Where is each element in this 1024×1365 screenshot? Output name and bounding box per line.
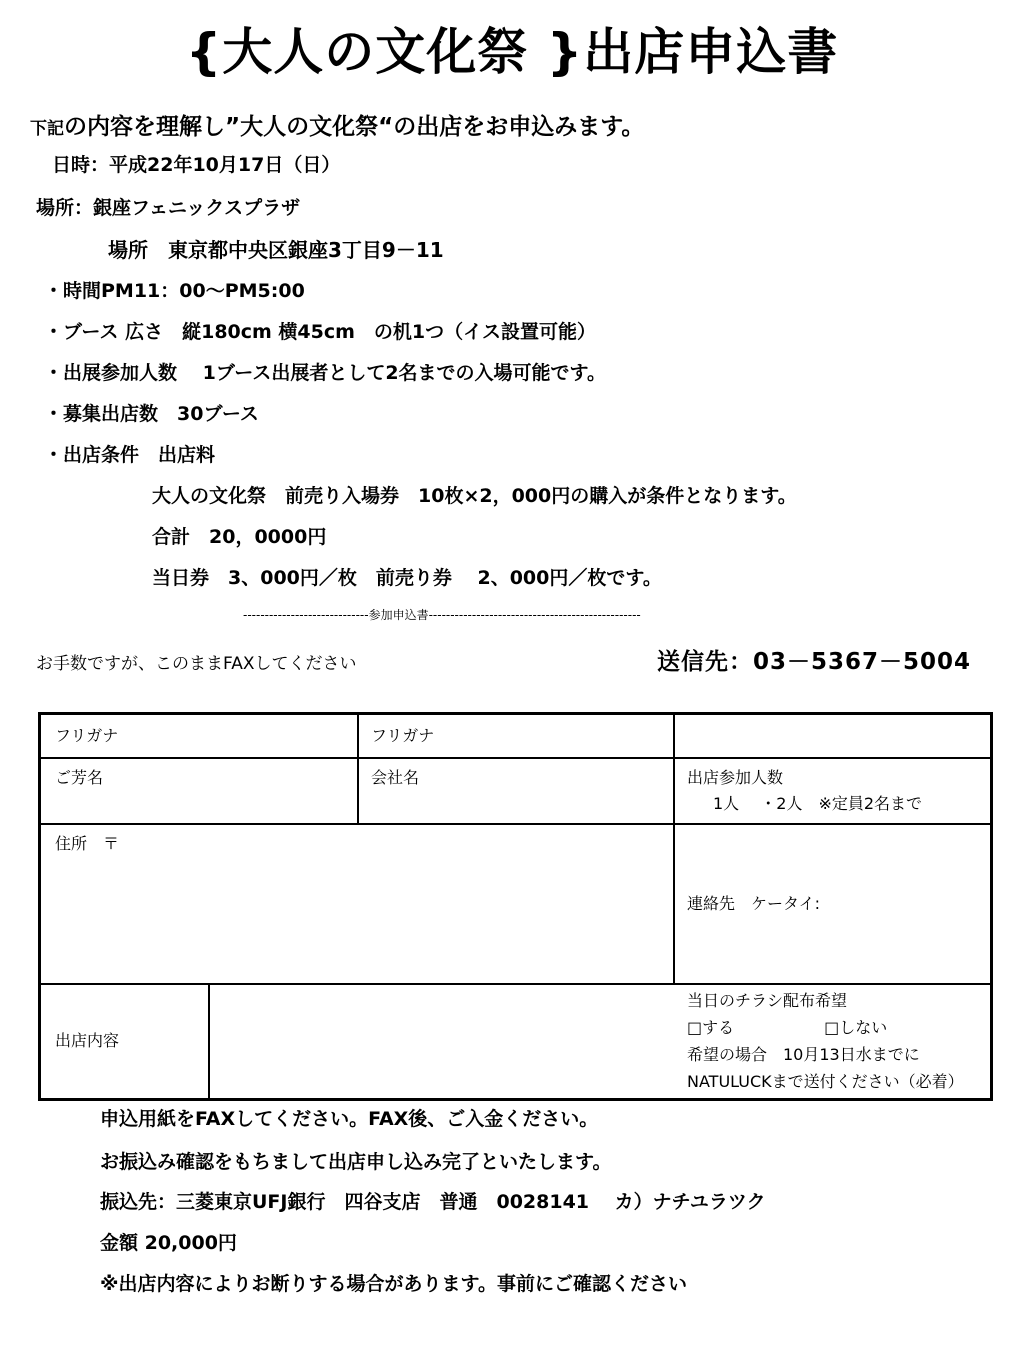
address-field[interactable] xyxy=(41,823,673,983)
furigana-field-1[interactable] xyxy=(41,715,357,757)
flyer-yes-checkbox[interactable]: □する xyxy=(687,1018,735,1037)
content-label-cell xyxy=(41,983,208,1098)
conditions-label: ・出店条件 出店料 xyxy=(44,444,216,466)
recruit-count: ・募集出店数 30ブース xyxy=(44,403,259,425)
flyer-no-checkbox[interactable]: □しない xyxy=(824,1018,888,1037)
ticket-prices: 当日券 3、000円／枚 前売り券 2、000円／枚です。 xyxy=(152,567,662,589)
flyer-send: NATULUCKまで送付ください（必着） xyxy=(687,1072,964,1091)
application-form xyxy=(38,712,993,1101)
flyer-options xyxy=(687,1014,990,1041)
fax-note: お手数ですが、このままFAXしてください xyxy=(36,654,357,674)
contact-field[interactable] xyxy=(673,823,990,983)
contact-label: 連絡先 ケータイ: xyxy=(687,894,821,913)
event-time: ・時間PM11：00～PM5:00 xyxy=(44,280,305,302)
form-divider: -----------------------------参加申込書------------------------------------------------- xyxy=(243,608,641,622)
address-label: 住所 〒 xyxy=(55,834,120,853)
participants-field[interactable] xyxy=(673,757,990,823)
intro-text xyxy=(30,108,644,141)
blank-field[interactable] xyxy=(673,715,990,757)
event-place: 場所：銀座フェニックスプラザ xyxy=(36,197,301,219)
name-label: ご芳名 xyxy=(55,768,104,787)
flyer-deadline: 希望の場合 10月13日水までに xyxy=(687,1045,920,1064)
total-price: 合計 20，0000円 xyxy=(152,526,327,548)
flyer-title: 当日のチラシ配布希望 xyxy=(687,991,848,1010)
booth-size: ・ブース 広さ 縦180cm 横45cm の机1つ（イス設置可能） xyxy=(44,321,596,343)
footer-line-5: ※出店内容によりお断りする場合があります。事前にご確認ください xyxy=(100,1273,687,1295)
event-address: 場所 東京都中央区銀座3丁目9－11 xyxy=(108,238,444,262)
participants-options: 1人 ・2人 ※定員2名まで xyxy=(713,794,923,813)
name-field[interactable] xyxy=(41,757,357,823)
furigana-label-2: フリガナ xyxy=(371,726,435,745)
intro-prefix: 下 xyxy=(30,119,47,139)
company-label: 会社名 xyxy=(371,768,420,787)
flyer-field xyxy=(673,983,990,1098)
footer-line-3: 振込先：三菱東京UFJ銀行 四谷支店 普通 0028141 カ）ナチユラツク xyxy=(100,1191,766,1213)
participants-info: ・出展参加人数 1ブース出展者として2名までの入場可能です。 xyxy=(44,362,607,384)
page-title: {大人の文化祭 }出店申込書 xyxy=(185,23,839,81)
furigana-field-2[interactable] xyxy=(357,715,673,757)
participants-label: 出店参加人数 xyxy=(687,768,784,787)
content-field[interactable] xyxy=(208,983,673,1098)
furigana-label-1: フリガナ xyxy=(55,726,119,745)
intro-rest: の内容を理解し”大人の文化祭“の出店をお申込みます。 xyxy=(64,114,645,140)
company-field[interactable] xyxy=(357,757,673,823)
intro-small: 記 xyxy=(47,119,64,139)
fax-number: 送信先：03－5367－5004 xyxy=(657,649,972,675)
footer-line-4: 金額 20,000円 xyxy=(100,1232,237,1254)
event-date: 日時：平成22年10月17日（日） xyxy=(52,154,341,176)
footer-line-2: お振込み確認をもちまして出店申し込み完了といたします。 xyxy=(100,1151,612,1173)
content-label: 出店内容 xyxy=(55,1031,120,1050)
footer-line-1: 申込用紙をFAXしてください。FAX後、ご入金ください。 xyxy=(100,1108,599,1130)
condition-detail: 大人の文化祭 前売り入場券 10枚×2，000円の購入が条件となります。 xyxy=(152,485,797,507)
